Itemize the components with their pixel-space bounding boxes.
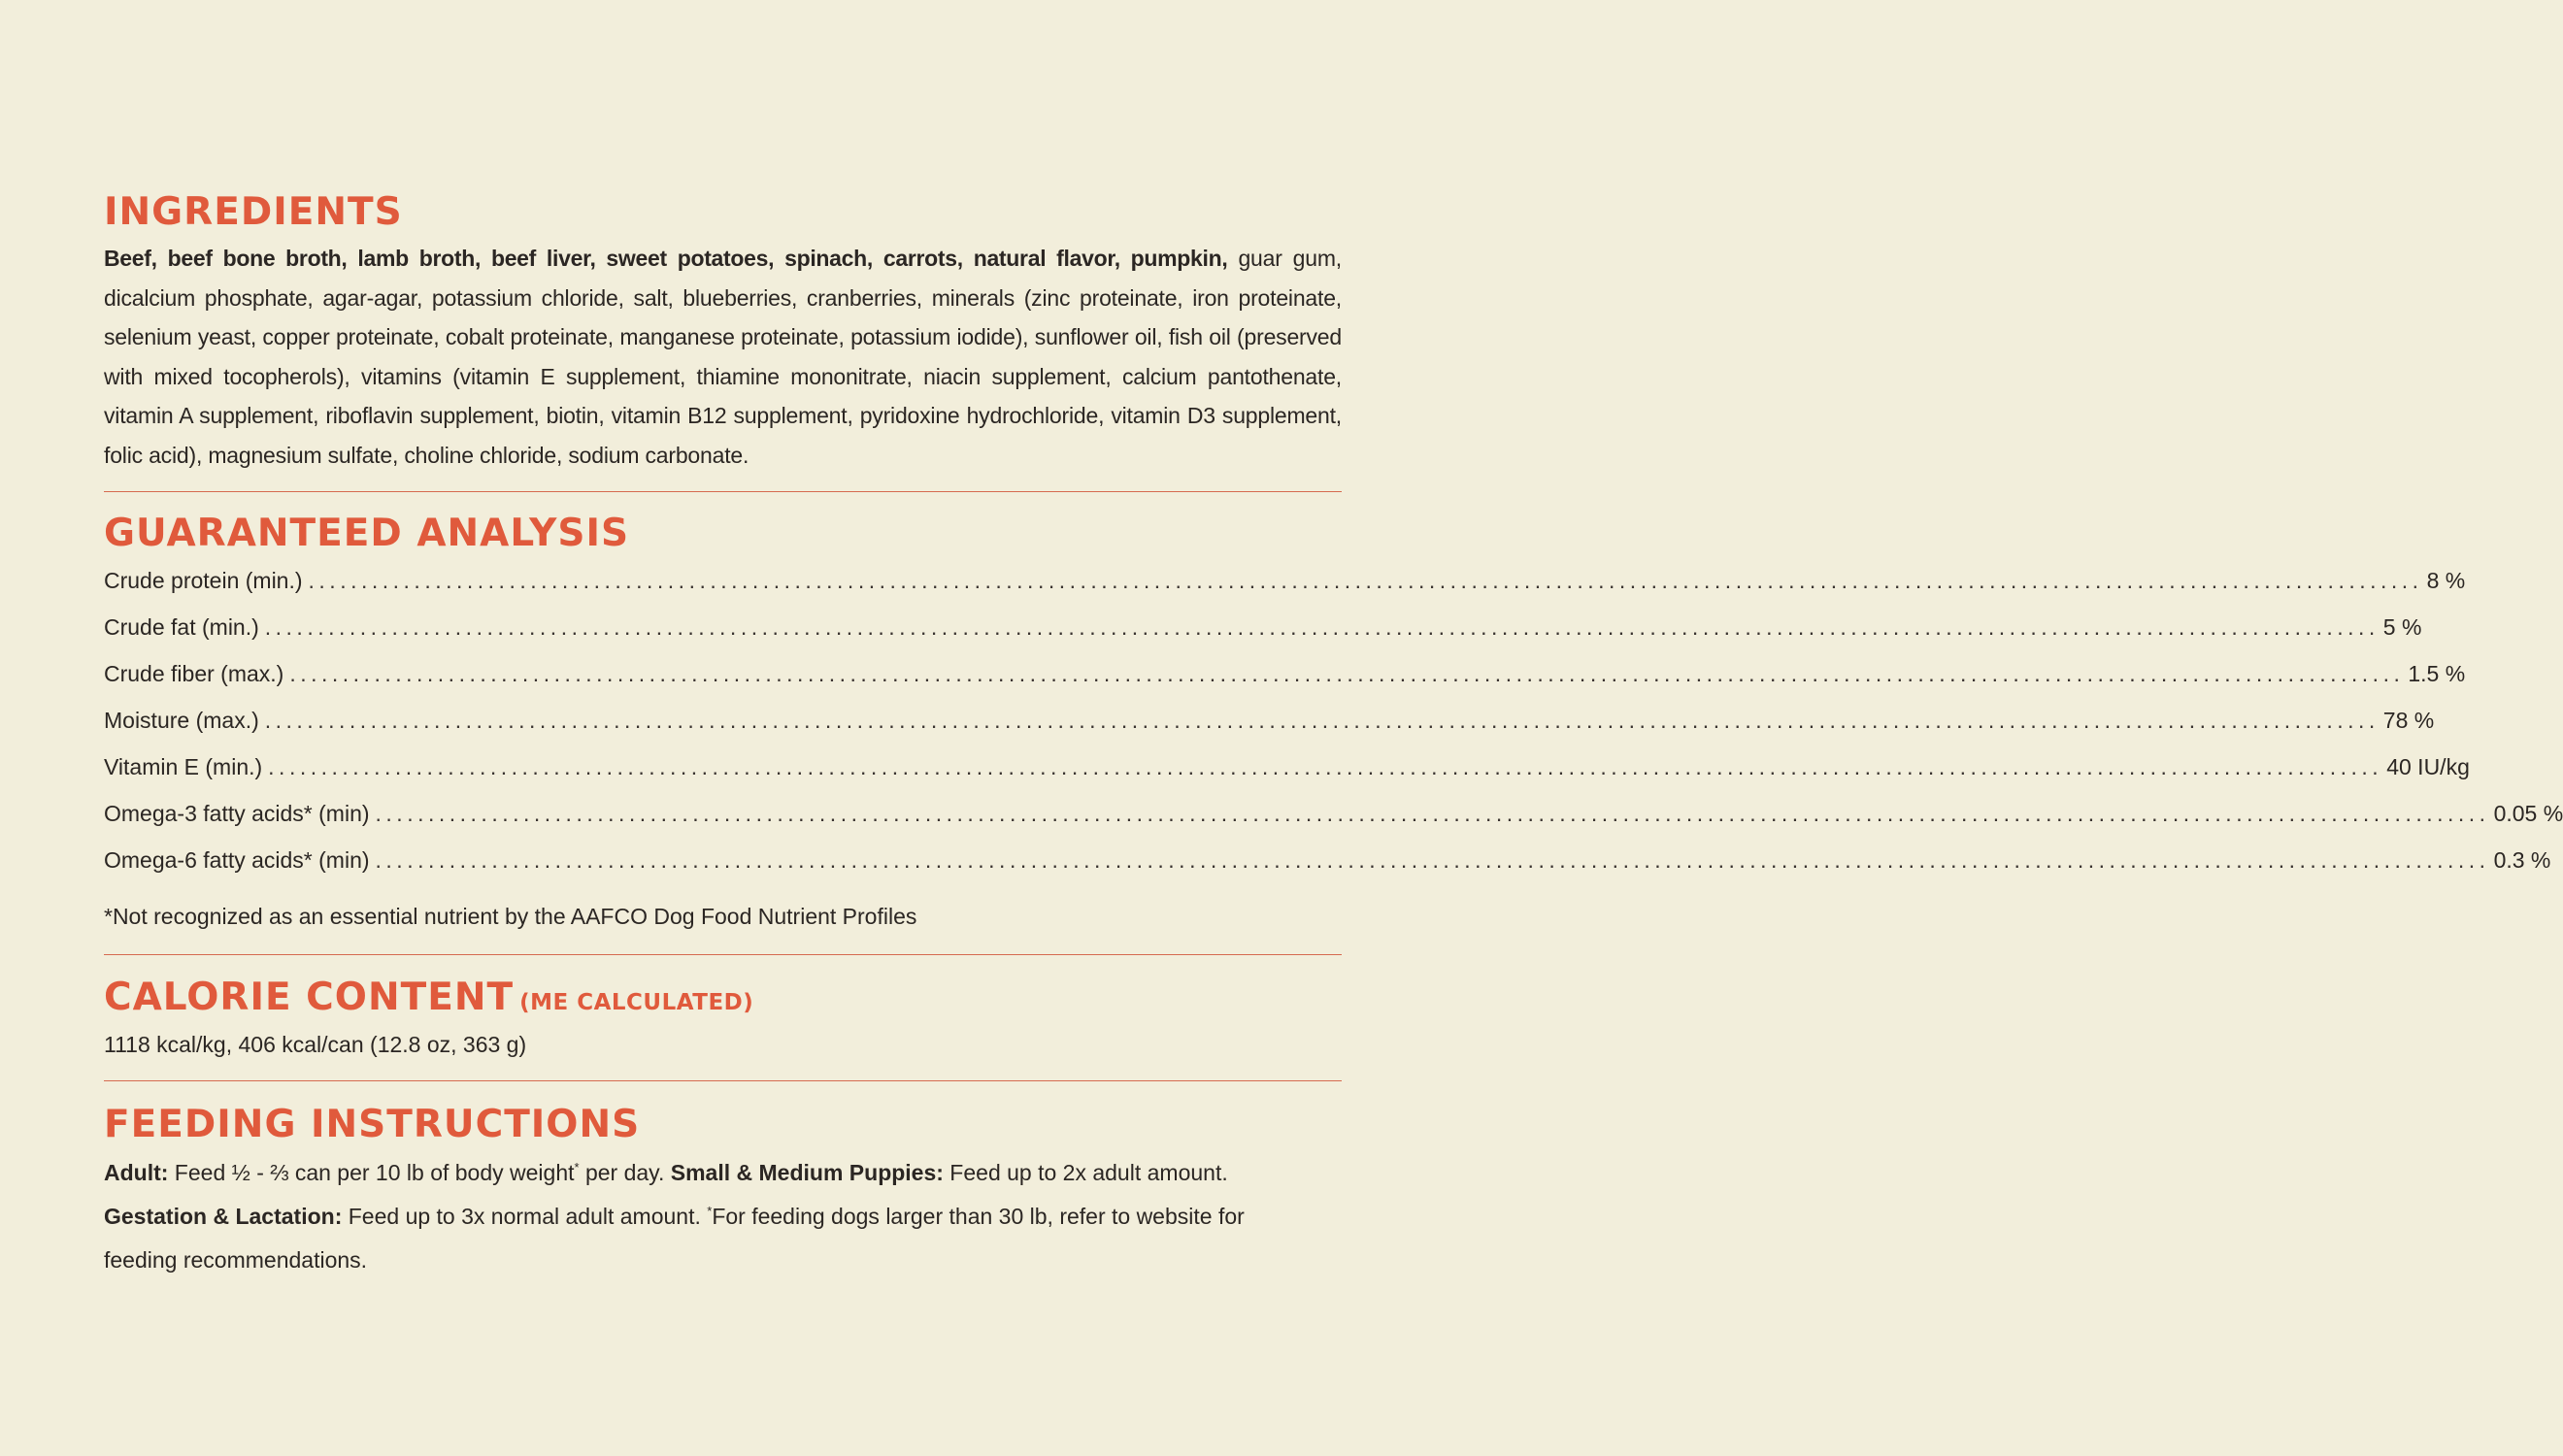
footnote-marker: * bbox=[574, 1160, 580, 1175]
dot-leader: ........................................................................................................................................................................................................ bbox=[289, 661, 2405, 686]
footnote-marker: * bbox=[707, 1204, 713, 1218]
gestation-text: Feed up to 3x normal adult amount. bbox=[342, 1204, 708, 1229]
analysis-value: 78 % bbox=[2382, 708, 2435, 733]
analysis-row bbox=[104, 837, 2551, 883]
adult-text: Feed ½ - ⅔ can per 10 lb of body weight bbox=[168, 1160, 575, 1185]
guaranteed-analysis-list bbox=[104, 557, 2563, 883]
dot-leader: ........................................................................................................................................................................................................ bbox=[268, 754, 2383, 779]
guaranteed-analysis-heading: GUARANTEED ANALYSIS bbox=[104, 512, 630, 555]
dot-leader: ........................................................................................................................................................................................................ bbox=[264, 708, 2380, 733]
analysis-label: Crude fat (min.) bbox=[104, 614, 259, 640]
gestation-label: Gestation & Lactation: bbox=[104, 1204, 343, 1229]
puppies-label: Small & Medium Puppies: bbox=[670, 1160, 944, 1185]
calorie-heading-text: CALORIE CONTENT bbox=[104, 976, 515, 1019]
adult-label: Adult: bbox=[104, 1160, 169, 1185]
analysis-label: Omega-6 fatty acids* (min) bbox=[104, 847, 370, 873]
analysis-value: 8 % bbox=[2426, 568, 2466, 593]
analysis-label: Moisture (max.) bbox=[104, 708, 259, 733]
feeding-instructions-heading: FEEDING INSTRUCTIONS bbox=[104, 1103, 641, 1146]
feeding-note: For feeding dogs larger than 30 lb, refer to website for feeding recommendations. bbox=[104, 1204, 1245, 1273]
ingredients-main-list: Beef, beef bone broth, lamb broth, beef liver, sweet potatoes, spinach, carrots, natural flavor, pumpkin, bbox=[104, 246, 1228, 271]
analysis-row bbox=[104, 744, 2470, 790]
dot-leader: ........................................................................................................................................................................................................ bbox=[264, 614, 2380, 640]
adult-text-end: per day. bbox=[579, 1160, 671, 1185]
analysis-label: Vitamin E (min.) bbox=[104, 754, 263, 779]
analysis-footnote: *Not recognized as an essential nutrient by the AAFCO Dog Food Nutrient Profiles bbox=[104, 904, 917, 929]
analysis-row bbox=[104, 650, 2466, 697]
analysis-row bbox=[104, 604, 2422, 650]
dot-leader: ........................................................................................................................................................................................................ bbox=[375, 801, 2490, 826]
ingredients-text bbox=[104, 239, 1342, 475]
analysis-value: 40 IU/kg bbox=[2386, 754, 2470, 779]
analysis-label: Crude protein (min.) bbox=[104, 568, 303, 593]
section-divider bbox=[104, 1080, 1342, 1081]
analysis-row bbox=[104, 557, 2466, 604]
analysis-row bbox=[104, 790, 2563, 837]
calorie-content-text: 1118 kcal/kg, 406 kcal/can (12.8 oz, 363 g) bbox=[104, 1032, 527, 1057]
ingredients-additional-list: guar gum, dicalcium phosphate, agar-agar, potassium chloride, salt, blueberries, cranberries, minerals (zinc proteinate, iron proteinate, selenium yeast, copper proteinate, cobalt proteinate, manganese proteinate, potassium iodide), sunflower oil, fish oil (preserved with mixed tocopherols), vitamins (vitamin E supplement, thiamine mononitrate, niacin supplement, calcium pantothenate, vitamin A supplement, riboflavin supplement, biotin, vitamin B12 supplement, pyridoxine hydrochloride, vitamin D3 supplement, folic acid), magnesium sulfate, choline chloride, sodium carbonate. bbox=[104, 246, 1342, 468]
calorie-heading-subtitle: (ME CALCULATED) bbox=[519, 990, 754, 1015]
analysis-value: 1.5 % bbox=[2408, 661, 2466, 686]
analysis-label: Omega-3 fatty acids* (min) bbox=[104, 801, 370, 826]
calorie-content-heading bbox=[104, 976, 753, 1024]
feeding-instructions-text bbox=[104, 1151, 1298, 1282]
analysis-value: 0.05 % bbox=[2493, 801, 2563, 826]
analysis-value: 0.3 % bbox=[2493, 847, 2551, 873]
dot-leader: ........................................................................................................................................................................................................ bbox=[308, 568, 2423, 593]
section-divider bbox=[104, 491, 1342, 492]
analysis-value: 5 % bbox=[2382, 614, 2422, 640]
dot-leader: ........................................................................................................................................................................................................ bbox=[375, 847, 2490, 873]
ingredients-heading: INGREDIENTS bbox=[104, 190, 403, 234]
puppies-text: Feed up to 2x adult amount. bbox=[943, 1160, 1228, 1185]
analysis-row bbox=[104, 697, 2435, 744]
analysis-label: Crude fiber (max.) bbox=[104, 661, 284, 686]
section-divider bbox=[104, 954, 1342, 955]
